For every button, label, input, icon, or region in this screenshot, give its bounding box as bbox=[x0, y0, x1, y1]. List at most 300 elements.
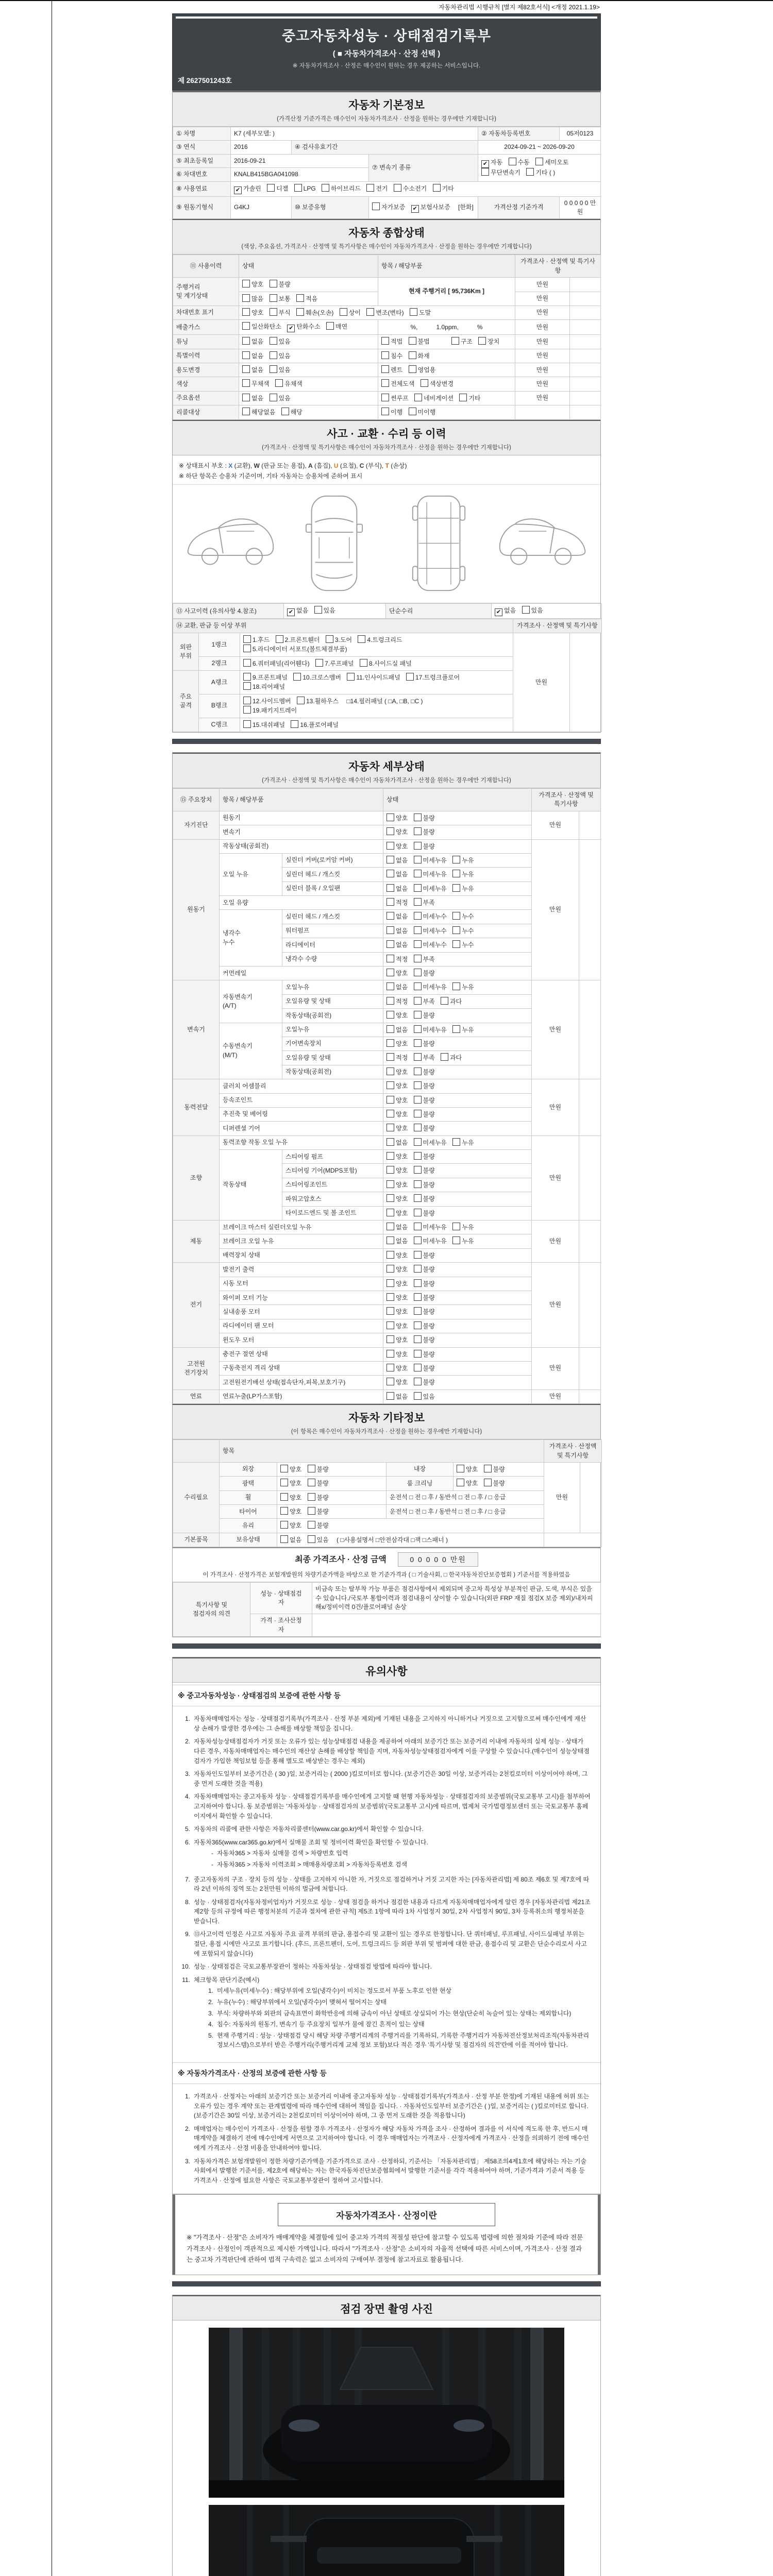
price-definition-body: ※ "가격조사 · 산정"은 소비자가 매매계약을 체결함에 있어 중고차 가격의 적절성 판단에 참고할 수 있도록 법령에 의한 절차와 기준에 따라 전문 가격조사 · 산정인이 객관적으로 제시한 가액입니다. 따라서 "가격조사 · 산정"은 소비자의 자율적 선택에 따른 서비스이며, 가격조사 · 산정 결과는 중고차 가격판단에 관하여 법적 구속력은 없고 소비자의 구매여부 결정에 참고자료로 활용됩니다. bbox=[187, 2234, 583, 2263]
checkbox[interactable] bbox=[386, 1067, 394, 1075]
checkbox[interactable] bbox=[243, 645, 251, 652]
checkbox[interactable] bbox=[386, 969, 394, 976]
table-cell: 만원 bbox=[515, 292, 570, 306]
car-diagram-left-side bbox=[179, 491, 279, 597]
table-cell: 가격조사 · 산정액 및 특기사항 bbox=[515, 255, 601, 278]
checkbox[interactable] bbox=[414, 1180, 422, 1188]
checkbox[interactable] bbox=[386, 1335, 394, 1343]
checkbox[interactable] bbox=[381, 394, 389, 401]
checkbox[interactable] bbox=[414, 1236, 422, 1244]
table-row bbox=[173, 1462, 602, 1476]
table-cell: 추진축 및 베어링 bbox=[220, 1107, 383, 1121]
table-cell: 전체도색 색상변경 bbox=[378, 377, 515, 391]
checkbox[interactable] bbox=[386, 1392, 394, 1400]
table-cell: 양호 불량 bbox=[277, 1462, 386, 1476]
checkbox[interactable] bbox=[386, 1053, 394, 1061]
checkbox[interactable] bbox=[409, 337, 416, 345]
checkbox[interactable] bbox=[386, 1096, 394, 1104]
checkbox[interactable] bbox=[414, 1081, 422, 1089]
checkbox[interactable] bbox=[386, 842, 394, 850]
table-cell: 만원 bbox=[515, 306, 570, 319]
checkbox[interactable] bbox=[414, 1251, 422, 1259]
checkbox[interactable] bbox=[406, 673, 414, 681]
final-price-note: 이 가격조사 · 산정가격은 보험개발원의 차량기준가액을 바탕으로 한 기준가격과 ( □ 기술사회, □ 한국자동차진단보증협회 ) 기준서를 적용하였음 bbox=[203, 1572, 570, 1579]
table-cell: 없음 미세누유 누유 bbox=[383, 1136, 532, 1149]
checkbox[interactable] bbox=[386, 1166, 394, 1174]
checkbox[interactable] bbox=[414, 827, 422, 835]
table-row bbox=[173, 980, 601, 994]
table-cell: 스티어링 기어(MDPS포함) bbox=[282, 1164, 383, 1178]
checkbox[interactable] bbox=[414, 1096, 422, 1104]
table-cell: 가격산정 기준가격 bbox=[478, 196, 560, 219]
checkbox[interactable] bbox=[243, 697, 251, 704]
checkbox[interactable] bbox=[452, 1025, 460, 1033]
checkbox[interactable] bbox=[386, 814, 394, 821]
inspection-photo-front bbox=[209, 2328, 564, 2498]
section-basic-info bbox=[173, 91, 600, 127]
checkbox[interactable] bbox=[414, 1279, 422, 1287]
checkbox[interactable] bbox=[322, 184, 329, 192]
checkbox[interactable] bbox=[294, 184, 302, 192]
table-cell: 작동상태 bbox=[220, 1150, 282, 1221]
table-cell bbox=[570, 391, 601, 405]
checkbox[interactable] bbox=[243, 659, 251, 667]
checkbox[interactable] bbox=[414, 912, 422, 920]
checkbox[interactable]: ✔ bbox=[495, 608, 502, 616]
checkbox[interactable] bbox=[243, 706, 251, 714]
section-note: (이 항목은 매수인이 자동차가격조사 · 산정을 원하는 경우에만 기재합니다) bbox=[291, 1429, 482, 1435]
checkbox[interactable] bbox=[459, 394, 467, 401]
checkbox[interactable] bbox=[414, 1335, 422, 1343]
table-cell: 만원 bbox=[532, 1389, 579, 1403]
checkbox[interactable] bbox=[242, 379, 250, 387]
checkbox[interactable] bbox=[280, 1479, 288, 1486]
table-cell: 양호 불량 bbox=[383, 1263, 532, 1277]
checkbox[interactable] bbox=[414, 1011, 422, 1019]
checkbox[interactable] bbox=[409, 408, 416, 415]
table-cell: 없음 있음 bbox=[383, 1389, 532, 1403]
table-cell: 실린더 블록 / 오일팬 bbox=[282, 882, 383, 895]
checkbox[interactable] bbox=[386, 1081, 394, 1089]
checkbox[interactable] bbox=[242, 337, 250, 345]
checkbox[interactable] bbox=[280, 1507, 288, 1515]
section-photos bbox=[173, 2295, 600, 2320]
checkbox[interactable] bbox=[414, 1265, 422, 1273]
checkbox[interactable]: ✔ bbox=[287, 608, 295, 616]
checkbox[interactable] bbox=[414, 1025, 422, 1033]
checkbox[interactable] bbox=[386, 926, 394, 934]
checkbox[interactable] bbox=[451, 337, 459, 345]
checkbox[interactable] bbox=[414, 1364, 422, 1371]
table-row bbox=[173, 306, 601, 319]
inspection-photo-top bbox=[209, 2505, 564, 2576]
checkbox[interactable] bbox=[386, 1223, 394, 1230]
checkbox[interactable] bbox=[414, 926, 422, 934]
table-cell: 만원 bbox=[515, 278, 570, 292]
table-cell: 상태 bbox=[239, 255, 378, 278]
table-cell: 적정 부족 bbox=[383, 896, 532, 910]
table-cell: 양호 불량 bbox=[383, 1361, 532, 1375]
table-cell: 리콜대상 bbox=[173, 405, 239, 419]
table-cell: 가격 · 조사산정 자 bbox=[250, 1614, 312, 1637]
table-cell: 스티어링 펌프 bbox=[282, 1150, 383, 1164]
checkbox[interactable] bbox=[242, 408, 250, 415]
checkbox[interactable] bbox=[386, 1236, 394, 1244]
checkbox[interactable] bbox=[386, 1110, 394, 1117]
checkbox[interactable] bbox=[414, 1321, 422, 1329]
checkbox[interactable] bbox=[522, 606, 530, 614]
table-cell bbox=[579, 980, 601, 1079]
checkbox[interactable] bbox=[386, 827, 394, 835]
checkbox[interactable] bbox=[386, 1152, 394, 1160]
checkbox[interactable] bbox=[414, 1039, 422, 1047]
checkbox[interactable] bbox=[386, 1025, 394, 1033]
checkbox[interactable] bbox=[452, 940, 460, 948]
checkbox[interactable] bbox=[452, 926, 460, 934]
checkbox[interactable] bbox=[242, 394, 250, 401]
checkbox[interactable] bbox=[386, 982, 394, 990]
checkbox[interactable] bbox=[386, 1293, 394, 1301]
checkbox[interactable] bbox=[280, 1521, 288, 1529]
table-row bbox=[173, 1505, 602, 1519]
table-cell: 광택 bbox=[220, 1477, 277, 1490]
caution-item: 10. 성능 · 상태점검은 국토교통부장관이 정하는 자동차성능 · 상태점검 방법에 따라야 합니다. bbox=[181, 1963, 432, 1971]
checkbox[interactable] bbox=[414, 1350, 422, 1358]
table-cell: 현재 주행거리 [ 95,736Km ] bbox=[378, 278, 515, 306]
table-cell: 썬루프 네비게이션 기타 bbox=[378, 391, 515, 405]
checkbox[interactable] bbox=[308, 1507, 315, 1515]
checkbox[interactable] bbox=[270, 280, 277, 287]
checkbox[interactable] bbox=[381, 365, 389, 373]
car-damage-diagrams bbox=[173, 485, 600, 603]
table-cell: 양호 불량 bbox=[277, 1490, 386, 1504]
checkbox[interactable] bbox=[381, 351, 389, 359]
checkbox[interactable] bbox=[386, 955, 394, 962]
table-cell: 만원 bbox=[515, 320, 570, 335]
checkbox[interactable] bbox=[414, 856, 422, 863]
checkbox[interactable] bbox=[478, 337, 486, 345]
table-cell: 가격조사 · 산정액 및 특기사항 bbox=[513, 619, 602, 633]
table-cell: 비금속 또는 탈부착 가능 부품은 점검사항에서 제외되며 중고차 특성상 부분적인 판금, 도색, 부식은 있을 수 있습니다./국토부 통합이력과 점검내용이 상이할 수 있습니다(외판 FRP 재질 점검X 보증 제외)/내차피해x/정비이력 0건/플로어패널 손상 bbox=[312, 1583, 601, 1614]
checkbox[interactable] bbox=[270, 365, 277, 373]
caution-item: 11. 체크항목 판단기준(예시) 1. 미세누유(미세누수) : 해당부위에 오일(냉각수)이 비치는 정도로서 부품 노후로 인한 현상 2. 누유(누수) : 해당부위에서 오일(냉각수)이 맺혀서 떨어지는 상태 3. 부식: 차량하부와 외판의 금속표면이 화학반응에 의해 금속이 아닌 상태로 상실되어 가는 현상(단순히 녹슬어 있는 상태는 제외합니다) 4. 침수: 자동차의 원동기, 변속기 등 주요장치 일부가 물에 잠긴 흔적이 있는 상태 5. 현재 주행거리 : 성능 · 상태점검 당시 해당 차량 주행거리계의 주행거리를 기록하되, 기록한 주행거리가 자동차전산정보처리조직(자동차관리정보시스템)으로부터 받은 주행거리(주행거리계 교체 정보 포함)보다 적은 경우 '특기사항 및 점검자의 의견'란에 이를 적어야 합니다. bbox=[178, 1975, 591, 2052]
checkbox[interactable] bbox=[242, 294, 250, 302]
section-title: 점검 장면 촬영 사진 bbox=[340, 2303, 433, 2316]
checkbox[interactable] bbox=[372, 202, 380, 210]
price-definition-title: 자동차가격조사 · 산정이란 bbox=[278, 2203, 495, 2226]
checkbox[interactable] bbox=[366, 308, 374, 316]
section-etc-info bbox=[173, 1404, 600, 1439]
checkbox[interactable] bbox=[386, 1279, 394, 1287]
checkbox[interactable] bbox=[280, 1465, 288, 1472]
checkbox[interactable] bbox=[267, 184, 275, 192]
checkbox[interactable] bbox=[414, 1223, 422, 1230]
table-cell: 만원 bbox=[515, 335, 570, 349]
checkbox[interactable] bbox=[386, 1307, 394, 1315]
checkbox[interactable] bbox=[452, 1223, 460, 1230]
checkbox[interactable] bbox=[414, 1209, 422, 1216]
table-cell: 만원 bbox=[532, 1347, 579, 1389]
checkbox[interactable] bbox=[315, 659, 323, 667]
checkbox[interactable] bbox=[414, 842, 422, 850]
table-row bbox=[173, 811, 601, 825]
checkbox[interactable] bbox=[414, 1194, 422, 1202]
damage-code: A (흠집), bbox=[308, 462, 334, 469]
caution-item: 1. 가격조사 · 산정자는 아래의 보증기간 또는 보증거리 이내에 중고자동차 성능 · 상태점검기록부(가격조사 · 산정 부분 한정)에 기재된 내용에 허위 또는 오류가 있는 경우 계약 또는 관계법령에 따라 매수인에 대하여 책임을 집니다. · 자동차인도일부터 보증기간은 ( )일, 보증거리는 ( )킬로미터로 합니다. (보증기간은 30일 이상, 보증거리는 2천킬로미터 이상이어야 하며, 그 중 먼저 도래한 것을 적용합니다) bbox=[184, 2093, 590, 2120]
table-cell: 작동상태(공회전) bbox=[282, 1009, 383, 1023]
table-cell: 오일유량 및 상태 bbox=[282, 994, 383, 1008]
checkbox[interactable] bbox=[414, 969, 422, 976]
table-cell: 양호 부식 훼손(오손) 상이 변조(변타) 도말 bbox=[239, 306, 515, 319]
checkbox[interactable] bbox=[308, 1493, 315, 1501]
checkbox[interactable] bbox=[386, 1011, 394, 1019]
checkbox[interactable] bbox=[414, 1392, 422, 1400]
table-cell: 양호 불량 bbox=[383, 1037, 532, 1050]
table-cell: 오일누유 bbox=[282, 980, 383, 994]
checkbox[interactable] bbox=[457, 1479, 464, 1486]
table-cell: 수리필요 bbox=[173, 1462, 220, 1533]
checkbox[interactable] bbox=[409, 351, 416, 359]
checkbox[interactable] bbox=[366, 184, 374, 192]
checkbox[interactable] bbox=[386, 898, 394, 906]
checkbox[interactable] bbox=[270, 308, 277, 316]
checkbox[interactable] bbox=[243, 720, 251, 728]
checkbox[interactable] bbox=[386, 1138, 394, 1146]
table-cell: 만원 bbox=[515, 363, 570, 377]
checkbox[interactable] bbox=[441, 1053, 448, 1061]
overall-condition-table bbox=[173, 255, 600, 419]
table-cell: 양호 불량 bbox=[383, 1065, 532, 1079]
checkbox[interactable] bbox=[291, 720, 298, 728]
checkbox[interactable] bbox=[242, 365, 250, 373]
checkbox[interactable] bbox=[296, 294, 304, 302]
caution-item: 9. ⑬사고이력 인정은 사고로 자동차 주요 골격 부위의 판금, 용접수리 및 교환이 있는 경우로 한정합니다. 단 쿼터패널, 루프패널, 사이드실패널 부위는 절단, 용접 시에만 사고로 표기합니다. (후드, 프론트펜더, 도어, 트렁크리드 등 외판 부위 및 범퍼에 대한 판금, 용접수리 및 교환은 단순수리로서 사고에 포함되지 않습니다) bbox=[184, 1930, 587, 1957]
checkbox[interactable] bbox=[535, 158, 543, 165]
checkbox[interactable] bbox=[243, 682, 251, 690]
table-cell: 만원 bbox=[544, 1462, 580, 1533]
table-cell: 외판 부위 bbox=[173, 633, 199, 670]
checkbox[interactable] bbox=[280, 1493, 288, 1501]
checkbox[interactable] bbox=[481, 168, 489, 176]
caution-item: 2. 매매업자는 매수인이 가격조사 · 산정을 원할 경우 가격조사 · 산정자가 해당 자동차 가격을 조사 · 산정하여 결과를 이 서식에 적도록 한 후, 반드시 매매계약을 체결하기 전에 매수인에게 서면으로 고지하여야 합니다. 이 경우 매매업자는 가격조사 · 산정자에게 가격조사 · 산정을 의뢰하기 전에 매수인에게 가격조사 · 산정 비용을 안내하여야 합니다. bbox=[184, 2125, 589, 2151]
checkbox[interactable] bbox=[381, 337, 389, 345]
checkbox[interactable] bbox=[414, 955, 422, 962]
checkbox[interactable] bbox=[394, 184, 401, 192]
checkbox[interactable] bbox=[386, 1265, 394, 1273]
checkbox[interactable] bbox=[386, 1364, 394, 1371]
checkbox[interactable] bbox=[414, 870, 422, 877]
table-cell: 적정 부족 과다 bbox=[383, 1051, 532, 1065]
damage-code: X (교환), bbox=[228, 462, 254, 469]
caution-item: 4. 자동차매매업자는 중고자동차 성능 · 상태점검기록부를 매수인에게 고지할 때 현행 자동차성능 · 상태점검자의 보증범위(국토교통부 고시)를 첨부하여 고지하여야 합니다. 동 보증범위는 '자동차성능 · 상태점검자의 보증범위'(국토교통부 고시)에 따르며, 법제처 국가법령정보센터 또는 국토교통부 홈페이지에서 확인할 수 있습니다. bbox=[184, 1793, 591, 1820]
checkbox[interactable] bbox=[414, 1152, 422, 1160]
checkbox[interactable] bbox=[452, 912, 460, 920]
table-cell: 실린더 헤드 / 개스킷 bbox=[282, 910, 383, 924]
table-cell: ⑩ 보증유형 bbox=[292, 196, 369, 219]
checkbox[interactable] bbox=[526, 168, 534, 176]
table-cell bbox=[515, 405, 570, 419]
table-cell: 양호 불량 bbox=[383, 1079, 532, 1093]
checkbox[interactable] bbox=[280, 1535, 288, 1543]
checkbox[interactable] bbox=[484, 1479, 492, 1486]
checkbox[interactable] bbox=[293, 673, 301, 681]
table-row bbox=[173, 1389, 601, 1403]
checkbox[interactable] bbox=[414, 814, 422, 821]
checkbox[interactable] bbox=[270, 294, 277, 302]
table-cell bbox=[570, 377, 601, 391]
checkbox[interactable] bbox=[386, 1251, 394, 1259]
checkbox[interactable] bbox=[386, 1180, 394, 1188]
caution-item: 5. 자동차의 리콜에 관한 사항은 자동차리콜센터(www.car.go.kr)에서 확인할 수 있습니다. bbox=[184, 1825, 424, 1833]
checkbox[interactable] bbox=[314, 606, 322, 614]
checkbox[interactable] bbox=[509, 158, 516, 165]
table-cell: 양호 불량 bbox=[453, 1462, 544, 1476]
checkbox[interactable] bbox=[281, 408, 289, 415]
checkbox[interactable] bbox=[414, 940, 422, 948]
table-cell: 양호 불량 bbox=[239, 278, 378, 292]
table-cell: 내장 bbox=[386, 1462, 453, 1476]
checkbox[interactable] bbox=[270, 351, 277, 359]
checkbox[interactable] bbox=[386, 1350, 394, 1358]
checkbox[interactable] bbox=[386, 1124, 394, 1131]
table-cell: 15.대쉬패널 16.플로어패널 bbox=[240, 718, 513, 732]
checkbox[interactable] bbox=[386, 870, 394, 877]
checkbox[interactable] bbox=[276, 635, 283, 643]
checkbox[interactable] bbox=[308, 1535, 315, 1543]
checkbox[interactable] bbox=[414, 982, 422, 990]
checkbox[interactable] bbox=[360, 659, 367, 667]
checkbox[interactable] bbox=[452, 884, 460, 892]
checkbox[interactable] bbox=[243, 635, 251, 643]
checkbox[interactable] bbox=[414, 1378, 422, 1385]
section-accident-history bbox=[173, 420, 600, 455]
checkbox[interactable] bbox=[386, 884, 394, 892]
table-row bbox=[173, 127, 601, 141]
table-cell: 2016 bbox=[231, 141, 292, 154]
basic-info-table bbox=[173, 127, 600, 219]
checkbox[interactable] bbox=[340, 308, 347, 316]
section-note: (가격조사 · 산정액 및 특기사항은 매수인이 자동차가격조사 · 산정을 원하는 경우에만 기재합니다) bbox=[262, 444, 511, 451]
checkbox[interactable] bbox=[410, 308, 417, 316]
table-row bbox=[173, 196, 601, 219]
table-row bbox=[173, 1347, 601, 1361]
table-cell: 양호 불량 bbox=[383, 1376, 532, 1389]
checkbox[interactable] bbox=[270, 337, 277, 345]
table-cell: 브레이크 오일 누유 bbox=[220, 1234, 383, 1248]
checkbox[interactable] bbox=[414, 1293, 422, 1301]
checkbox[interactable] bbox=[381, 408, 389, 415]
checkbox[interactable]: ✔ bbox=[481, 160, 489, 168]
table-cell: ④ 검사유효기간 bbox=[292, 141, 478, 154]
checkbox[interactable] bbox=[358, 635, 365, 643]
table-cell: 없음 미세누유 누유 bbox=[383, 1234, 532, 1248]
checkbox[interactable] bbox=[386, 1194, 394, 1202]
table-cell bbox=[173, 1440, 220, 1463]
checkbox[interactable] bbox=[270, 394, 277, 401]
checkbox[interactable] bbox=[414, 997, 422, 1005]
checkbox[interactable] bbox=[242, 280, 250, 287]
checkbox[interactable] bbox=[386, 856, 394, 863]
checkbox[interactable] bbox=[414, 1067, 422, 1075]
checkbox[interactable] bbox=[409, 365, 416, 373]
table-cell: 양호 불량 bbox=[277, 1477, 386, 1490]
table-cell: 외장 bbox=[220, 1462, 277, 1476]
checkbox[interactable] bbox=[452, 870, 460, 877]
checkbox[interactable] bbox=[386, 940, 394, 948]
checkbox[interactable] bbox=[308, 1521, 315, 1529]
checkbox[interactable] bbox=[433, 184, 441, 192]
table-cell bbox=[579, 811, 601, 839]
checkbox[interactable] bbox=[386, 912, 394, 920]
checkbox[interactable] bbox=[297, 697, 305, 704]
checkbox[interactable] bbox=[386, 1209, 394, 1216]
checkbox[interactable] bbox=[414, 1110, 422, 1117]
checkbox[interactable] bbox=[457, 1465, 464, 1472]
checkbox[interactable]: ✔ bbox=[411, 205, 419, 213]
table-cell: 일산화탄소 ✔ 탄화수소 매연 bbox=[239, 320, 378, 335]
checkbox[interactable] bbox=[381, 379, 389, 387]
checkbox[interactable] bbox=[386, 1039, 394, 1047]
checkbox[interactable] bbox=[347, 673, 355, 681]
table-cell: 냉각수 누수 bbox=[220, 910, 282, 967]
table-cell: ✔ 자동 수동 세미오토 무단변속기 기타 ( ) bbox=[478, 154, 601, 181]
checkbox[interactable] bbox=[242, 308, 250, 316]
checkbox[interactable] bbox=[308, 1479, 315, 1486]
table-cell: C랭크 bbox=[199, 718, 240, 732]
checkbox[interactable] bbox=[386, 997, 394, 1005]
table-cell bbox=[544, 1533, 602, 1547]
damage-code-note: ※ 하단 항목은 승용차 기준이며, 기타 자동차는 승용차에 준하여 표시 bbox=[179, 472, 363, 480]
checkbox[interactable] bbox=[414, 884, 422, 892]
checkbox[interactable] bbox=[326, 635, 333, 643]
checkbox[interactable] bbox=[414, 1307, 422, 1315]
checkbox[interactable] bbox=[452, 982, 460, 990]
checkbox[interactable] bbox=[242, 351, 250, 359]
checkbox[interactable] bbox=[242, 322, 250, 330]
checkbox[interactable] bbox=[421, 379, 428, 387]
block-detail-etc bbox=[172, 752, 601, 1637]
checkbox[interactable] bbox=[243, 673, 251, 681]
table-cell: G4KJ bbox=[231, 196, 292, 219]
checkbox[interactable] bbox=[386, 1321, 394, 1329]
checkbox[interactable] bbox=[275, 379, 283, 387]
checkbox[interactable] bbox=[414, 1124, 422, 1131]
final-price-strip bbox=[173, 1547, 600, 1582]
checkbox[interactable] bbox=[452, 856, 460, 863]
checkbox[interactable] bbox=[414, 394, 422, 401]
document-title: 중고자동차성능 · 상태점검기록부 bbox=[281, 28, 492, 44]
checkbox[interactable] bbox=[414, 1138, 422, 1146]
checkbox[interactable] bbox=[414, 1053, 422, 1061]
checkbox[interactable] bbox=[386, 1378, 394, 1385]
checkbox[interactable] bbox=[484, 1465, 492, 1472]
checkbox[interactable] bbox=[452, 1236, 460, 1244]
checkbox[interactable]: ✔ bbox=[287, 325, 295, 332]
checkbox[interactable]: ✔ bbox=[234, 187, 242, 194]
table-cell: 없음 미세누수 누수 bbox=[383, 924, 532, 938]
checkbox[interactable] bbox=[296, 308, 304, 316]
checkbox[interactable] bbox=[308, 1465, 315, 1472]
checkbox[interactable] bbox=[441, 997, 448, 1005]
checkbox[interactable] bbox=[414, 898, 422, 906]
table-cell: 배출가스 bbox=[173, 320, 239, 335]
checkbox[interactable] bbox=[414, 1166, 422, 1174]
table-cell bbox=[579, 1347, 601, 1389]
checkbox[interactable] bbox=[326, 322, 334, 330]
caution-subitem: 1. 미세누유(미세누수) : 해당부위에 오일(냉각수)이 비치는 정도로서 부품 노후로 인한 현상 bbox=[208, 1987, 452, 1995]
table-cell: 튜닝 bbox=[173, 335, 239, 349]
checkbox[interactable] bbox=[452, 1138, 460, 1146]
